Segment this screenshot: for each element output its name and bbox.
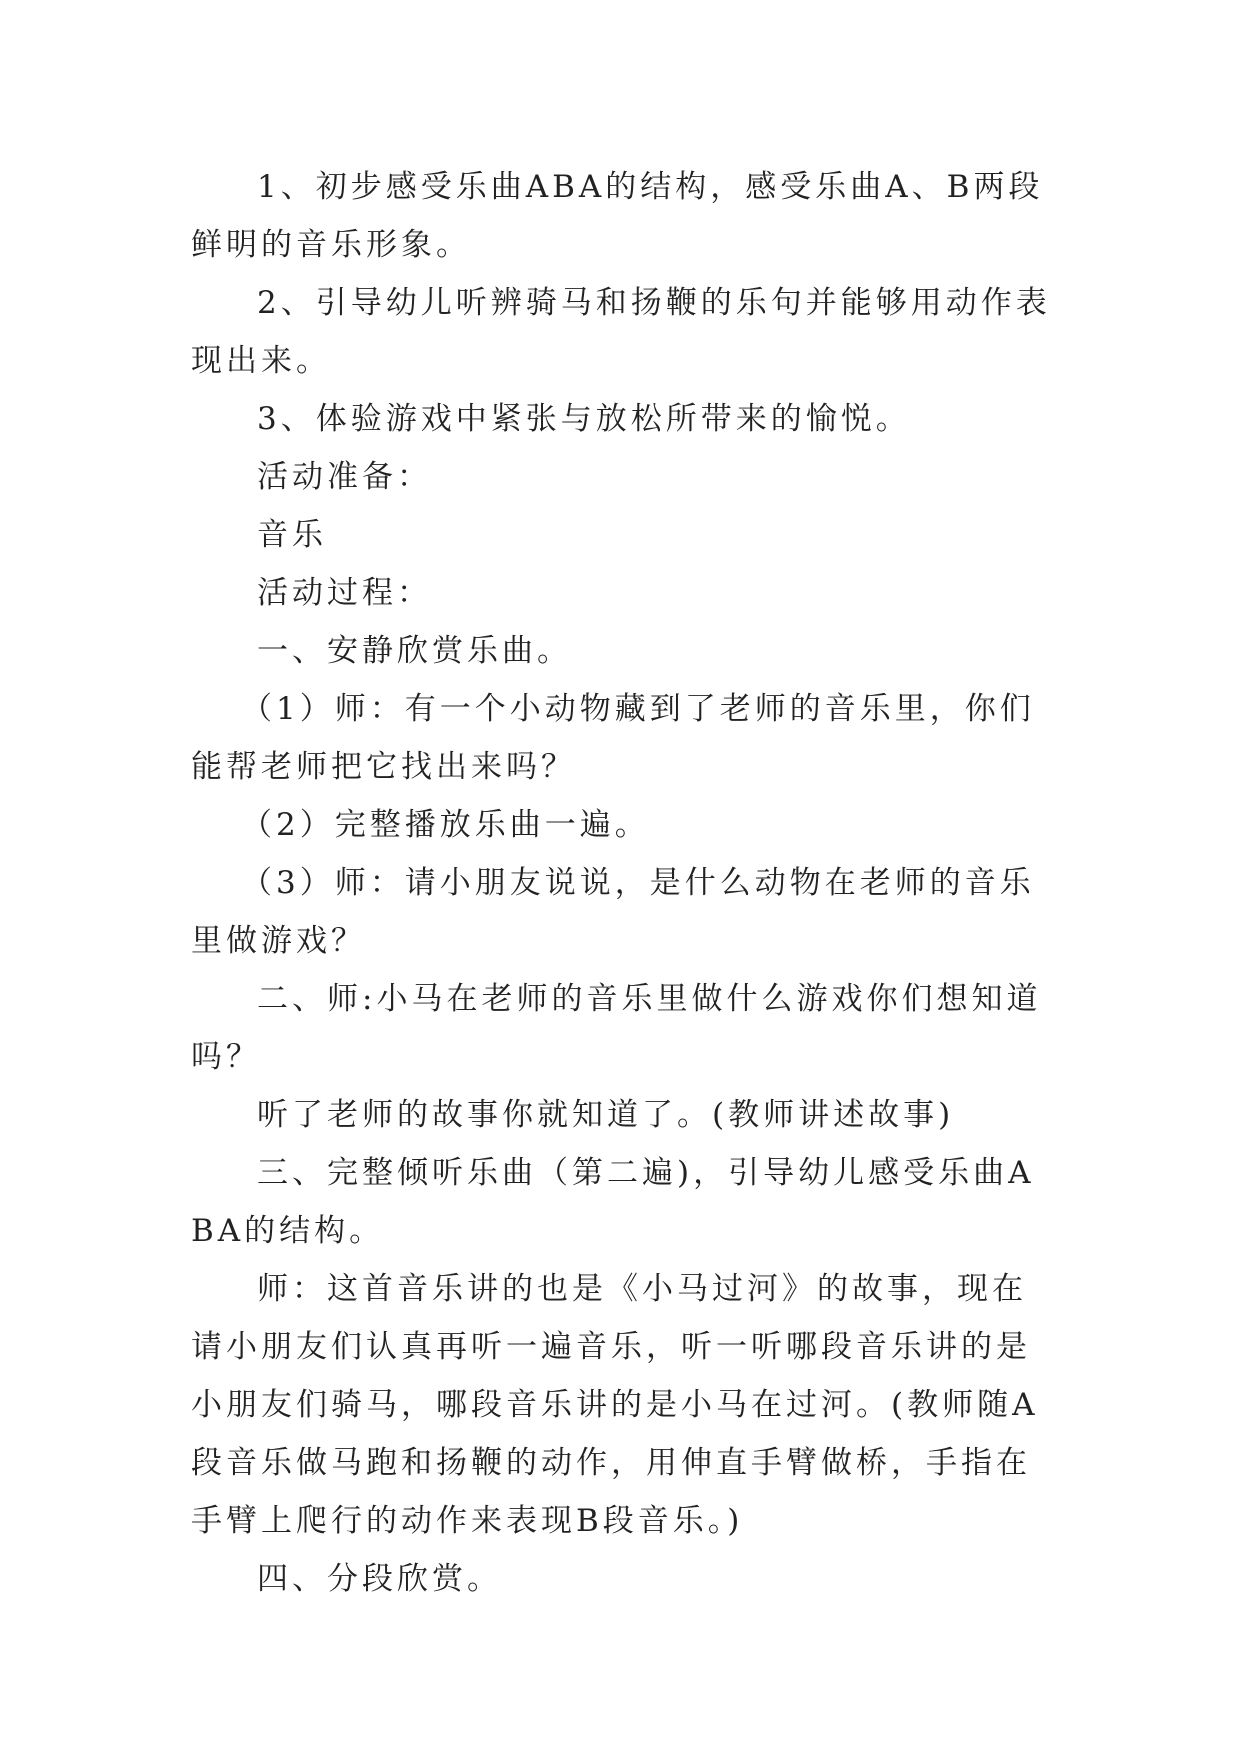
step-1-item-1: （1）师：有一个小动物藏到了老师的音乐里，你们能帮老师把它找出来吗？ [191,691,1035,785]
objective-3: 3、体验游戏中紧张与放松所带来的愉悦。 [257,401,911,437]
preparation-item: 音乐 [257,517,327,553]
section-heading-process: 活动过程： [257,575,432,611]
step-1-heading: 一、安静欣赏乐曲。 [257,633,572,669]
document-page [191,158,1053,1608]
step-4-heading: 四、分段欣赏。 [257,1561,502,1597]
objective-1: 1、初步感受乐曲ABA的结构，感受乐曲A、B两段鲜明的音乐形象。 [191,169,1044,263]
objective-2: 2、引导幼儿听辨骑马和扬鞭的乐句并能够用动作表现出来。 [191,285,1051,379]
step-3-heading: 三、完整倾听乐曲（第二遍)，引导幼儿感受乐曲ABA的结构。 [191,1155,1035,1249]
step-2-heading: 二、师:小马在老师的音乐里做什么游戏你们想知道吗？ [191,981,1042,1075]
step-3-detail: 师：这首音乐讲的也是《小马过河》的故事，现在请小朋友们认真再听一遍音乐，听一听哪段音乐讲的是小朋友们骑马，哪段音乐讲的是小马在过河。(教师随A段音乐做马跑和扬鞭的动作，用伸直手臂做桥，手指在手臂上爬行的动作来表现B段音乐。) [191,1271,1039,1539]
section-heading-preparation: 活动准备： [257,459,432,495]
step-2-detail: 听了老师的故事你就知道了。(教师讲述故事) [257,1097,955,1133]
step-1-item-3: （3）师：请小朋友说说，是什么动物在老师的音乐里做游戏？ [191,865,1035,959]
step-1-item-2: （2）完整播放乐曲一遍。 [241,807,650,843]
